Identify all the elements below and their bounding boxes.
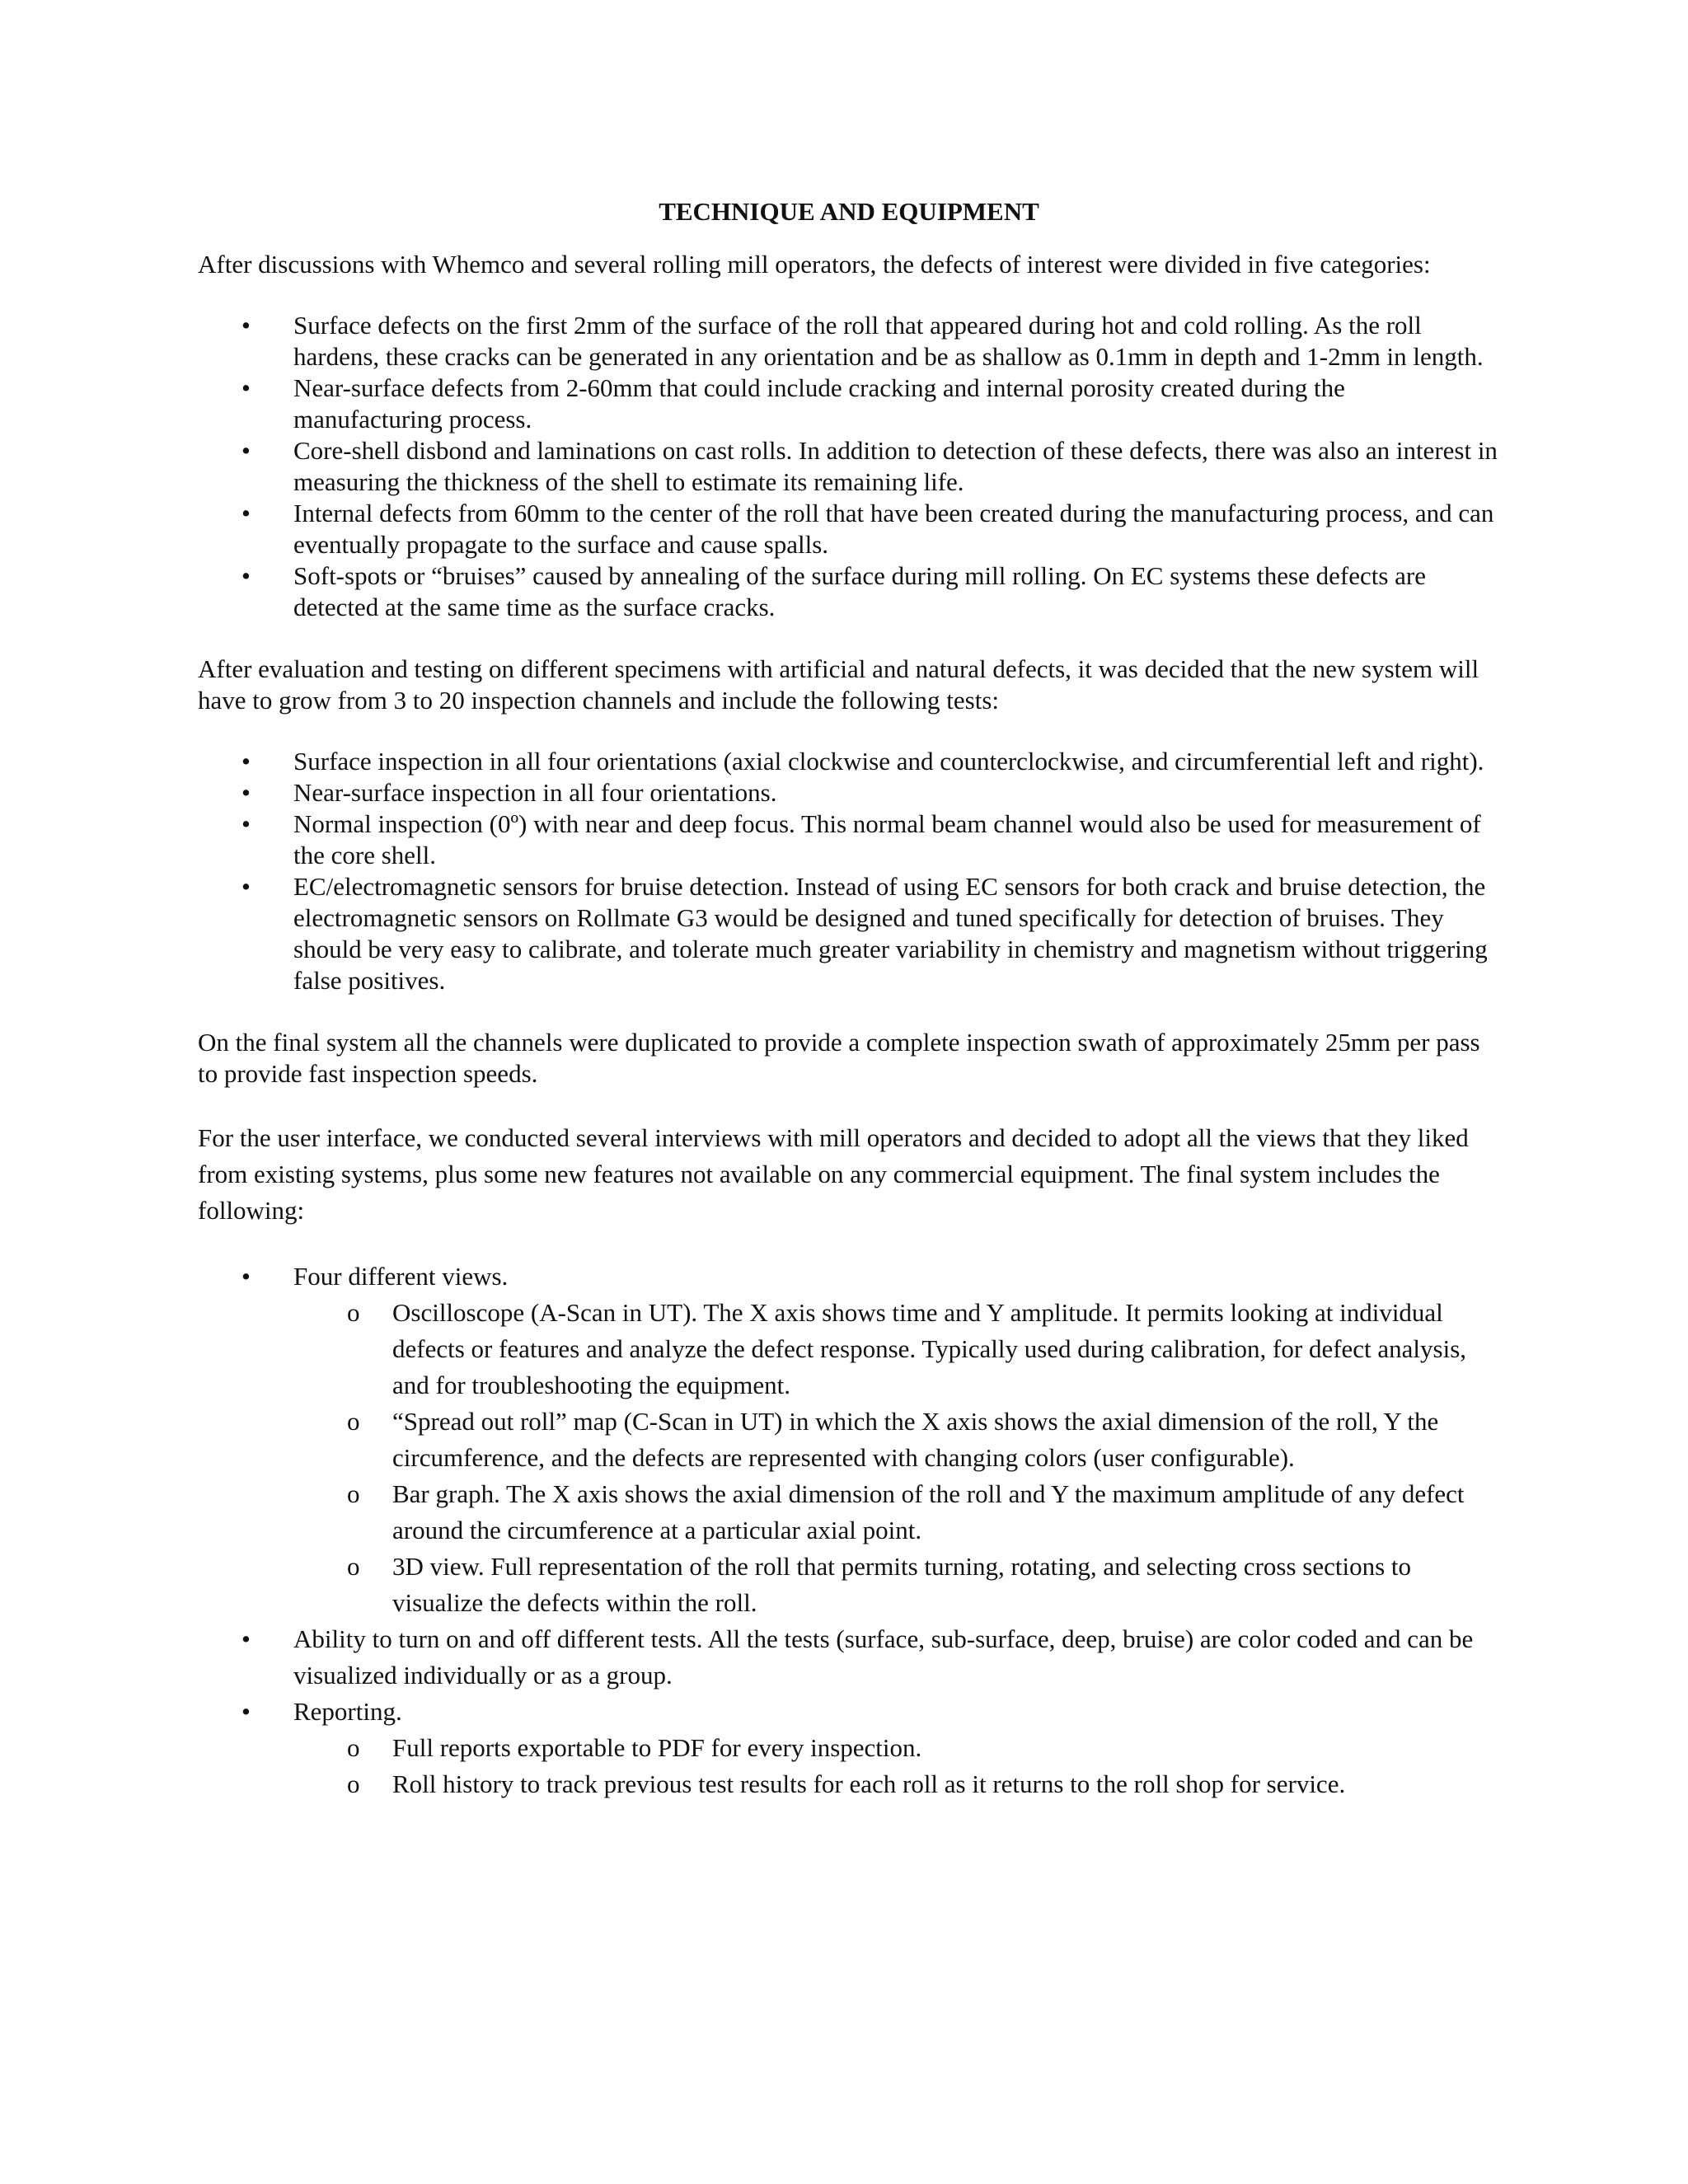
document-page: [198, 196, 1500, 1802]
final-system-paragraph: On the final system all the channels were duplicated to provide a complete inspection swath of approximately 25mm per pass to provide fast inspection speeds.: [198, 1028, 1480, 1088]
defect-categories-list: [198, 310, 1500, 623]
features-list: [198, 1258, 1500, 1802]
list-item: • Surface defects on the first 2mm of the surface of the roll that appeared during hot and cold rolling. As the roll hardens, these cracks can be generated in any orientation and be as shallow as 0.1mm in depth and 1-2mm in length.: [198, 310, 1500, 373]
sub-list-item: o Oscilloscope (A-Scan in UT). The X axis shows time and Y amplitude. It permits looking at individual defects or features and analyze the defect response. Typically used during calibration, for defect analysis, and for troubleshooting the equipment.: [198, 1295, 1500, 1404]
evaluation-paragraph: After evaluation and testing on different specimens with artificial and natural defects, it was decided that the new system will have to grow from 3 to 20 inspection channels and include the following tests:: [198, 654, 1479, 715]
list-item: • Core-shell disbond and laminations on cast rolls. In addition to detection of these defects, there was also an interest in measuring the thickness of the shell to estimate its remaining life.: [198, 435, 1500, 498]
page-title: TECHNIQUE AND EQUIPMENT: [659, 197, 1039, 226]
reporting-sublist: [198, 1730, 1500, 1802]
list-item: • Soft-spots or “bruises” caused by annealing of the surface during mill rolling. On EC systems these defects are detected at the same time as the surface cracks.: [198, 560, 1500, 623]
user-interface-paragraph: For the user interface, we conducted several interviews with mill operators and decided to adopt all the views that they liked from existing systems, plus some new features not available on any commercial equipment. The final system includes the following:: [198, 1123, 1469, 1225]
views-label: Four different views.: [293, 1262, 509, 1291]
sub-list-item: o Bar graph. The X axis shows the axial dimension of the roll and Y the maximum amplitude of any defect around the circumference at a particular axial point.: [198, 1476, 1500, 1549]
list-item: • Near-surface inspection in all four orientations.: [198, 777, 1500, 808]
list-item: • Normal inspection (0º) with near and deep focus. This normal beam channel would also be used for measurement of the core shell.: [198, 808, 1500, 871]
sub-list-item: o “Spread out roll” map (C-Scan in UT) in which the X axis shows the axial dimension of the roll, Y the circumference, and the defects are represented with changing colors (user configurable).: [198, 1404, 1500, 1476]
sub-list-item: o 3D view. Full representation of the roll that permits turning, rotating, and selecting cross sections to visualize the defects within the roll.: [198, 1549, 1500, 1621]
views-sublist: [198, 1295, 1500, 1621]
sub-list-item: o Roll history to track previous test results for each roll as it returns to the roll shop for service.: [198, 1766, 1500, 1802]
tests-list: [198, 746, 1500, 996]
list-item: • Surface inspection in all four orientations (axial clockwise and counterclockwise, and circumferential left and right).: [198, 746, 1500, 777]
reporting-label: Reporting.: [293, 1697, 402, 1726]
list-item: • Near-surface defects from 2-60mm that could include cracking and internal porosity created during the manufacturing process.: [198, 373, 1500, 435]
sub-list-item: o Full reports exportable to PDF for every inspection.: [198, 1730, 1500, 1766]
list-item: • Internal defects from 60mm to the center of the roll that have been created during the manufacturing process, and can eventually propagate to the surface and cause spalls.: [198, 498, 1500, 560]
list-item-views: [198, 1258, 1500, 1621]
list-item-tests-toggle: • Ability to turn on and off different tests. All the tests (surface, sub-surface, deep, bruise) are color coded and can be visualized individually or as a group.: [198, 1621, 1500, 1694]
list-item: • EC/electromagnetic sensors for bruise detection. Instead of using EC sensors for both crack and bruise detection, the electromagnetic sensors on Rollmate G3 would be designed and tuned specifically for detection of bruises. They should be very easy to calibrate, and tolerate much greater variability in chemistry and magnetism without triggering false positives.: [198, 871, 1500, 996]
list-item-reporting: [198, 1694, 1500, 1802]
intro-paragraph: After discussions with Whemco and several rolling mill operators, the defects of interest were divided in five categories:: [198, 250, 1431, 279]
